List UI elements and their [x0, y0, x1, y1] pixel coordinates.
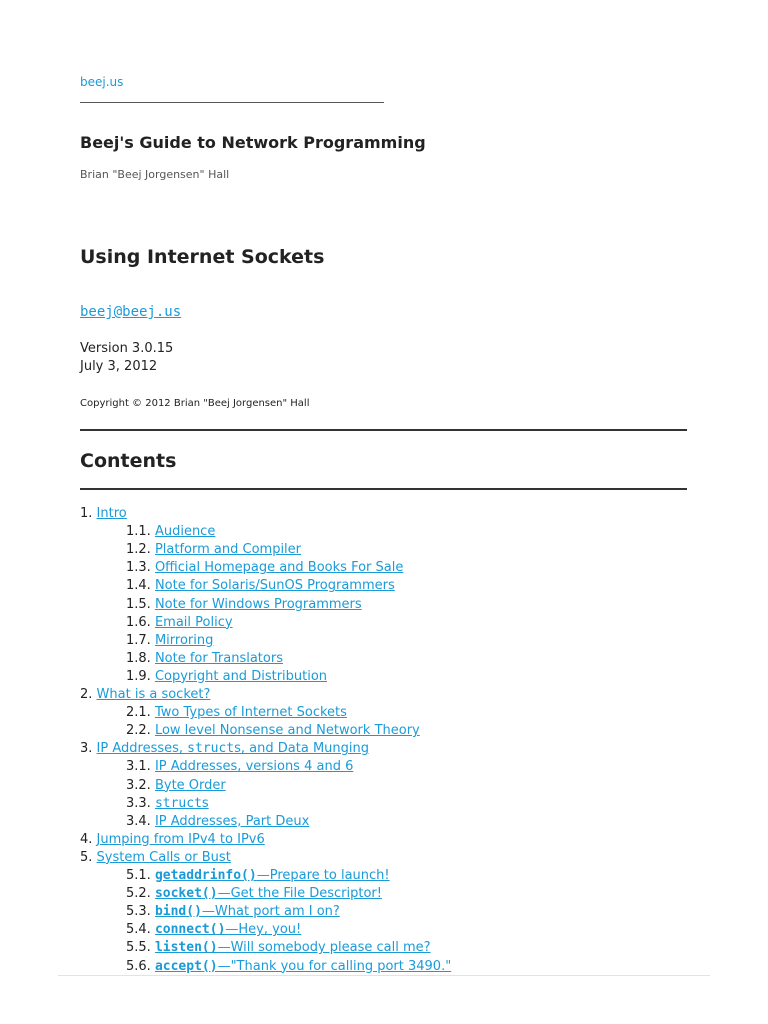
contents-bottom-rule — [80, 488, 687, 490]
toc-link[interactable] — [97, 832, 265, 847]
toc-link-text: —Will somebody please call me? — [217, 940, 431, 956]
toc-link-text: bind() — [154, 904, 202, 920]
toc-item-number: 3.2. — [126, 777, 151, 793]
toc-item-number: 1.6. — [126, 614, 151, 630]
toc-link[interactable] — [97, 506, 127, 521]
toc-link[interactable] — [155, 886, 382, 901]
toc-item — [126, 596, 362, 614]
toc-item — [126, 758, 353, 776]
author-email-link[interactable]: beej@beej.us — [80, 304, 182, 320]
toc-link[interactable] — [155, 940, 431, 955]
toc-item-number: 1. — [80, 506, 93, 521]
toc-item — [126, 523, 215, 541]
toc-item-number: 5.5. — [126, 940, 151, 956]
toc-link-text: struct — [187, 741, 235, 757]
toc-link-text: —Prepare to launch! — [256, 868, 390, 883]
toc-item — [126, 777, 226, 795]
toc-link-text: accept() — [154, 958, 218, 974]
toc-item-number: 1.9. — [126, 668, 151, 684]
toc-link-text: socket() — [154, 886, 218, 902]
toc-link[interactable] — [97, 850, 231, 865]
toc-item-number: 1.1. — [126, 524, 151, 540]
toc-link[interactable] — [155, 904, 340, 919]
toc-link-text: Audience — [154, 524, 216, 540]
document-title: Using Internet Sockets — [80, 246, 325, 268]
toc-item-number: 2.1. — [126, 705, 151, 721]
toc-item-number: 3.3. — [126, 795, 151, 811]
toc-link[interactable] — [155, 651, 283, 666]
toc-link-text: Byte Order — [154, 777, 226, 793]
toc-link[interactable] — [155, 959, 451, 974]
toc-link-text: —Get the File Descriptor! — [217, 886, 382, 902]
toc-item-number: 1.2. — [126, 542, 151, 558]
toc-item-number: 1.3. — [126, 560, 151, 576]
toc-item — [126, 650, 283, 668]
toc-link-text: Intro — [96, 506, 127, 521]
toc-item — [126, 958, 451, 976]
toc-link-text: Low level Nonsense and Network Theory — [154, 723, 420, 739]
toc-link-text: Copyright and Distribution — [154, 668, 328, 684]
toc-link[interactable] — [155, 922, 301, 937]
toc-item — [126, 795, 209, 813]
toc-link[interactable] — [155, 578, 395, 593]
toc-item — [126, 704, 347, 722]
toc-item-number: 4. — [80, 831, 93, 847]
toc-item-number: 1.4. — [126, 578, 151, 594]
toc-item — [126, 903, 340, 921]
toc-item — [126, 885, 382, 903]
document-date: July 3, 2012 — [80, 359, 158, 374]
toc-item-number: 5.4. — [126, 922, 151, 938]
toc-link-text: s, and Data Munging — [234, 741, 369, 757]
toc-link-text: getaddrinfo() — [154, 868, 257, 883]
toc-item-number: 1.8. — [126, 650, 151, 666]
toc-link-text: IP Addresses, Part Deux — [154, 813, 310, 829]
page-bottom-divider — [58, 975, 710, 976]
toc-item — [80, 740, 369, 758]
toc-link-text: listen() — [154, 940, 218, 956]
toc-item — [126, 541, 301, 559]
toc-item — [126, 614, 233, 632]
toc-link[interactable] — [155, 524, 215, 539]
toc-link-text: Platform and Compiler — [154, 542, 302, 558]
toc-item-number: 1.5. — [126, 596, 151, 612]
toc-link[interactable] — [155, 778, 226, 793]
toc-link-text: Note for Windows Programmers — [154, 596, 362, 612]
toc-item — [80, 505, 127, 523]
toc-link-text: IP Addresses, versions 4 and 6 — [154, 759, 354, 775]
toc-item — [80, 831, 265, 849]
toc-item-number: 5.2. — [126, 886, 151, 902]
toc-link-text: s — [201, 795, 209, 811]
book-author: Brian "Beej Jorgensen" Hall — [80, 168, 230, 181]
toc-item — [126, 722, 420, 740]
toc-link-text: Jumping from IPv4 to IPv6 — [96, 831, 265, 847]
toc-item — [126, 668, 327, 686]
toc-item — [126, 559, 403, 577]
toc-item — [80, 686, 210, 704]
toc-item — [126, 921, 301, 939]
toc-item-number: 5.1. — [126, 868, 151, 883]
book-title: Beej's Guide to Network Programming — [80, 133, 426, 152]
toc-item — [126, 813, 309, 831]
toc-link[interactable] — [155, 542, 301, 557]
header-divider — [80, 102, 384, 103]
toc-link[interactable] — [155, 633, 213, 648]
toc-link-text: connect() — [154, 922, 226, 938]
site-home-link[interactable]: beej.us — [80, 75, 124, 89]
contents-top-rule — [80, 429, 687, 431]
toc-item-number: 3.1. — [126, 759, 151, 775]
toc-link-text: Two Types of Internet Sockets — [154, 705, 347, 721]
toc-link[interactable] — [155, 615, 233, 630]
toc-link-text: Note for Translators — [154, 650, 283, 666]
document-version: Version 3.0.15 — [80, 341, 174, 356]
toc-item — [126, 939, 431, 957]
toc-link-text: Email Policy — [154, 614, 233, 630]
toc-link[interactable] — [155, 705, 347, 720]
toc-link[interactable] — [155, 723, 420, 738]
toc-item-number: 5. — [80, 849, 93, 865]
toc-link[interactable] — [155, 868, 390, 883]
toc-item — [126, 577, 395, 595]
toc-item-number: 5.3. — [126, 904, 151, 920]
toc-link-text: Mirroring — [154, 632, 214, 648]
toc-link-text: struct — [154, 795, 202, 811]
toc-link[interactable] — [155, 560, 403, 575]
toc-link[interactable] — [155, 759, 353, 774]
toc-link-text: Official Homepage and Books For Sale — [154, 560, 404, 576]
toc-item — [126, 632, 213, 650]
toc-item-number: 2. — [80, 687, 93, 702]
toc-link[interactable] — [155, 814, 309, 829]
toc-link[interactable] — [97, 741, 369, 756]
copyright-notice: Copyright © 2012 Brian "Beej Jorgensen" Hall — [80, 398, 310, 409]
toc-link-text: —"Thank you for calling port 3490." — [217, 958, 452, 974]
toc-link-text: —What port am I on? — [201, 904, 340, 920]
toc-link-text: What is a socket? — [96, 687, 211, 702]
toc-item-number: 1.7. — [126, 632, 151, 648]
contents-heading: Contents — [80, 450, 177, 472]
toc-link[interactable] — [97, 687, 211, 702]
toc-item-number: 2.2. — [126, 723, 151, 739]
toc-link-text: Note for Solaris/SunOS Programmers — [154, 578, 395, 594]
toc-item — [80, 849, 231, 867]
toc-item — [126, 867, 390, 885]
toc-link-text: —Hey, you! — [225, 922, 302, 938]
toc-item-number: 3.4. — [126, 813, 151, 829]
toc-link[interactable] — [155, 669, 327, 684]
toc-link-text: System Calls or Bust — [96, 849, 231, 865]
toc-link[interactable] — [155, 796, 209, 811]
toc-link-text: IP Addresses, — [96, 741, 188, 757]
toc-item-number: 5.6. — [126, 958, 151, 974]
toc-item-number: 3. — [80, 741, 93, 757]
toc-link[interactable] — [155, 597, 362, 612]
